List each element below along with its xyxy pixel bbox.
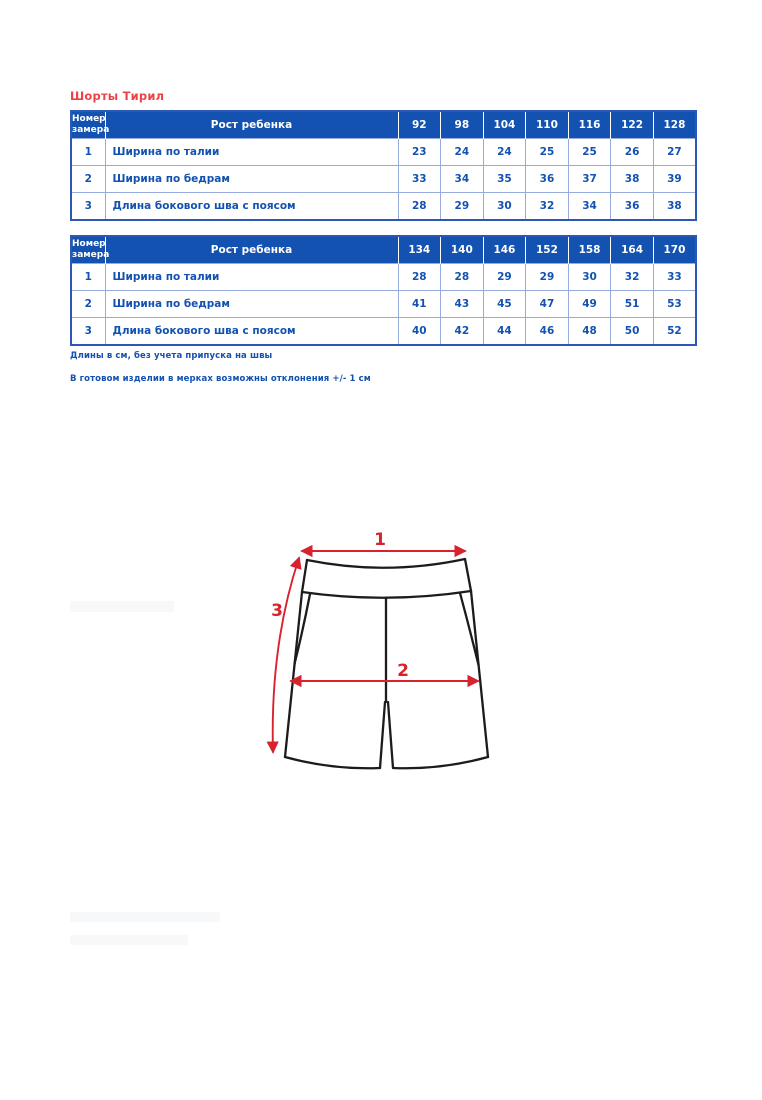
measurement-value: 41: [398, 291, 441, 318]
size-table-large-sizes: [70, 235, 697, 346]
header-size-value: 110: [526, 111, 569, 139]
row-number: 3: [71, 193, 105, 221]
measurement-value: 32: [611, 264, 654, 291]
row-number: 3: [71, 318, 105, 346]
header-size-value: 170: [653, 236, 696, 264]
measurement-value: 29: [526, 264, 569, 291]
measurement-value: 36: [611, 193, 654, 221]
waistband-right-edge: [465, 559, 471, 591]
table-row: [71, 318, 696, 346]
header-size-value: 104: [483, 111, 526, 139]
dim-label-2: 2: [397, 661, 409, 681]
measurement-value: 34: [441, 166, 484, 193]
measurement-value: 34: [568, 193, 611, 221]
left-leg-hem: [285, 757, 380, 768]
header-measure-number: Номер замера: [71, 111, 105, 139]
header-size-value: 158: [568, 236, 611, 264]
header-size-value: 152: [526, 236, 569, 264]
waistband-left-edge: [302, 560, 307, 592]
header-size-value: 98: [441, 111, 484, 139]
shorts-outline: [285, 559, 488, 768]
measurement-value: 25: [568, 139, 611, 166]
table-row: [71, 291, 696, 318]
header-child-height: Рост ребенка: [105, 236, 398, 264]
header-child-height: Рост ребенка: [105, 111, 398, 139]
table-row: [71, 139, 696, 166]
note-units: Длины в см, без учета припуска на швы: [70, 351, 273, 361]
table-header-row: [71, 111, 696, 139]
row-measure-label: Ширина по талии: [105, 139, 398, 166]
measurement-value: 38: [653, 193, 696, 221]
right-inner-leg-seam: [388, 702, 393, 768]
dim-label-1: 1: [374, 530, 386, 550]
left-side-seam: [285, 592, 302, 757]
table-row: [71, 193, 696, 221]
table-row: [71, 166, 696, 193]
measurement-value: 52: [653, 318, 696, 346]
row-number: 1: [71, 139, 105, 166]
header-size-value: 128: [653, 111, 696, 139]
measurement-value: 42: [441, 318, 484, 346]
measurement-value: 24: [441, 139, 484, 166]
measurement-value: 30: [568, 264, 611, 291]
measurement-value: 25: [526, 139, 569, 166]
header-size-value: 92: [398, 111, 441, 139]
header-size-value: 140: [441, 236, 484, 264]
waistband-top-edge: [307, 559, 465, 568]
measurement-value: 36: [526, 166, 569, 193]
measurement-value: 44: [483, 318, 526, 346]
measurement-value: 29: [483, 264, 526, 291]
row-number: 2: [71, 291, 105, 318]
row-measure-label: Ширина по талии: [105, 264, 398, 291]
measurement-value: 33: [398, 166, 441, 193]
measurement-value: 39: [653, 166, 696, 193]
header-size-value: 134: [398, 236, 441, 264]
table-row: [71, 264, 696, 291]
table-header-row: [71, 236, 696, 264]
header-size-value: 116: [568, 111, 611, 139]
measurement-value: 40: [398, 318, 441, 346]
shorts-measurement-diagram: [250, 520, 500, 785]
measurement-value: 23: [398, 139, 441, 166]
right-leg-hem: [393, 757, 488, 768]
measurement-value: 47: [526, 291, 569, 318]
page-title: Шорты Тирил: [70, 89, 165, 103]
faint-watermark: [70, 912, 220, 922]
measurement-value: 48: [568, 318, 611, 346]
measurement-value: 27: [653, 139, 696, 166]
row-measure-label: Длина бокового шва с поясом: [105, 193, 398, 221]
header-size-value: 164: [611, 236, 654, 264]
header-size-value: 146: [483, 236, 526, 264]
row-measure-label: Длина бокового шва с поясом: [105, 318, 398, 346]
measurement-value: 33: [653, 264, 696, 291]
note-tolerance: В готовом изделии в мерках возможны отклонения +/- 1 см: [70, 374, 371, 384]
left-inner-leg-seam: [380, 702, 385, 768]
header-size-value: 122: [611, 111, 654, 139]
faint-watermark: [70, 601, 174, 612]
measurement-value: 28: [441, 264, 484, 291]
measurement-value: 45: [483, 291, 526, 318]
measurement-value: 29: [441, 193, 484, 221]
measurement-value: 37: [568, 166, 611, 193]
measurement-value: 46: [526, 318, 569, 346]
measurement-value: 30: [483, 193, 526, 221]
measurement-value: 38: [611, 166, 654, 193]
measurement-value: 32: [526, 193, 569, 221]
row-number: 2: [71, 166, 105, 193]
measurement-value: 53: [653, 291, 696, 318]
right-side-seam: [471, 591, 488, 757]
waistband-bottom-edge: [302, 591, 471, 598]
left-pocket-seam: [295, 594, 311, 664]
measurement-value: 28: [398, 193, 441, 221]
measurement-value: 50: [611, 318, 654, 346]
dim-label-3: 3: [271, 601, 283, 621]
measurement-value: 51: [611, 291, 654, 318]
faint-watermark: [70, 935, 188, 945]
row-measure-label: Ширина по бедрам: [105, 166, 398, 193]
measurement-value: 28: [398, 264, 441, 291]
measurement-value: 24: [483, 139, 526, 166]
header-measure-number: Номер замера: [71, 236, 105, 264]
measurement-value: 35: [483, 166, 526, 193]
measurement-value: 49: [568, 291, 611, 318]
size-table-small-sizes: [70, 110, 697, 221]
measurement-value: 26: [611, 139, 654, 166]
measurement-value: 43: [441, 291, 484, 318]
row-number: 1: [71, 264, 105, 291]
row-measure-label: Ширина по бедрам: [105, 291, 398, 318]
